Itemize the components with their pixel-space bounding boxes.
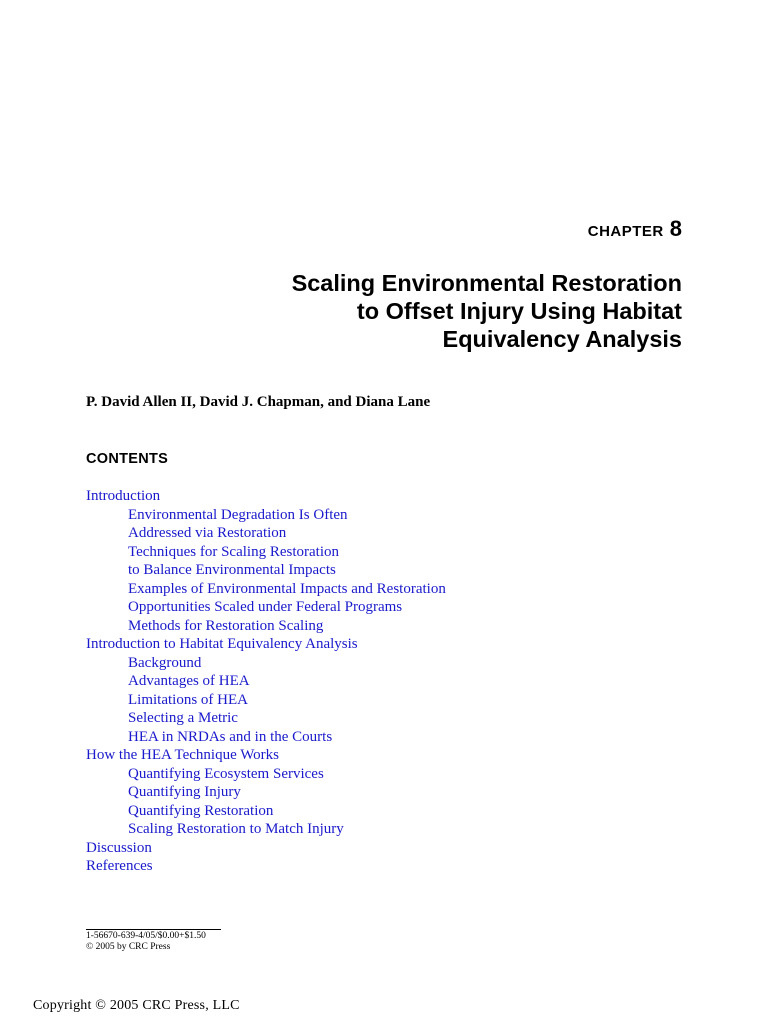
toc-link[interactable]: Advantages of HEA [128, 673, 250, 689]
toc-entry [86, 487, 446, 506]
toc-link[interactable]: Introduction to Habitat Equivalency Analysis [86, 636, 358, 652]
toc-entry [86, 857, 446, 876]
toc-link[interactable]: Opportunities Scaled under Federal Programs [128, 599, 403, 615]
toc-link[interactable]: Discussion [86, 839, 152, 856]
toc-link[interactable]: to Balance Environmental Impacts [128, 562, 336, 578]
toc-link[interactable]: Limitations of HEA [128, 691, 248, 708]
chapter-title [162, 269, 682, 353]
toc-entry [86, 506, 446, 525]
toc-link[interactable]: Environmental Degradation Is Often [128, 506, 348, 523]
toc-link[interactable]: Quantifying Ecosystem Services [128, 765, 324, 782]
toc-link[interactable]: HEA in NRDAs and in the Courts [128, 728, 333, 745]
toc-link[interactable]: How the HEA Technique Works [86, 747, 279, 763]
toc-entry [86, 839, 446, 858]
toc-link[interactable]: Quantifying Restoration [128, 802, 274, 819]
toc-entry [86, 746, 446, 765]
footnote-copyright: © 2005 by CRC Press [86, 942, 171, 952]
toc-entry [86, 580, 446, 599]
chapter-title-line: Equivalency Analysis [442, 326, 682, 352]
toc-entry [86, 765, 446, 784]
toc-entry [86, 598, 446, 617]
toc-entry [86, 709, 446, 728]
footnote-rule [86, 929, 221, 930]
toc-entry [86, 672, 446, 691]
page-copyright-footer: Copyright © 2005 CRC Press, LLC [33, 998, 240, 1013]
chapter-title-line: to Offset Injury Using Habitat [356, 298, 682, 324]
isbn-line: 1-56670-639-4/05/$0.00+$1.50 [86, 931, 206, 941]
chapter-number: 8 [669, 216, 682, 241]
toc-link[interactable]: Addressed via Restoration [128, 525, 287, 541]
toc-link[interactable]: Selecting a Metric [128, 710, 238, 726]
toc-entry [86, 820, 446, 839]
toc-link[interactable]: References [86, 858, 153, 874]
toc-link[interactable]: Introduction [86, 488, 161, 504]
toc-entry [86, 783, 446, 802]
toc-entry [86, 617, 446, 636]
chapter-label: CHAPTER [587, 223, 664, 240]
toc-link[interactable]: Background [128, 654, 202, 671]
toc-entry [86, 543, 446, 562]
toc-entry [86, 728, 446, 747]
toc-link[interactable]: Examples of Environmental Impacts and Restoration [128, 580, 446, 597]
contents-heading: CONTENTS [86, 451, 169, 467]
toc-entry [86, 524, 446, 543]
toc-link[interactable]: Scaling Restoration to Match Injury [128, 821, 344, 837]
toc-entry [86, 802, 446, 821]
toc-entry [86, 635, 446, 654]
toc-entry [86, 654, 446, 673]
toc-link[interactable]: Methods for Restoration Scaling [128, 617, 324, 634]
toc-link[interactable]: Quantifying Injury [128, 784, 241, 800]
table-of-contents [86, 487, 446, 876]
toc-entry [86, 561, 446, 580]
toc-link[interactable]: Techniques for Scaling Restoration [128, 543, 339, 560]
chapter-title-line: Scaling Environmental Restoration [291, 270, 682, 296]
author-list: P. David Allen II, David J. Chapman, and Diana Lane [86, 394, 431, 410]
chapter-heading [588, 216, 682, 242]
toc-entry [86, 691, 446, 710]
footnote [86, 929, 221, 953]
